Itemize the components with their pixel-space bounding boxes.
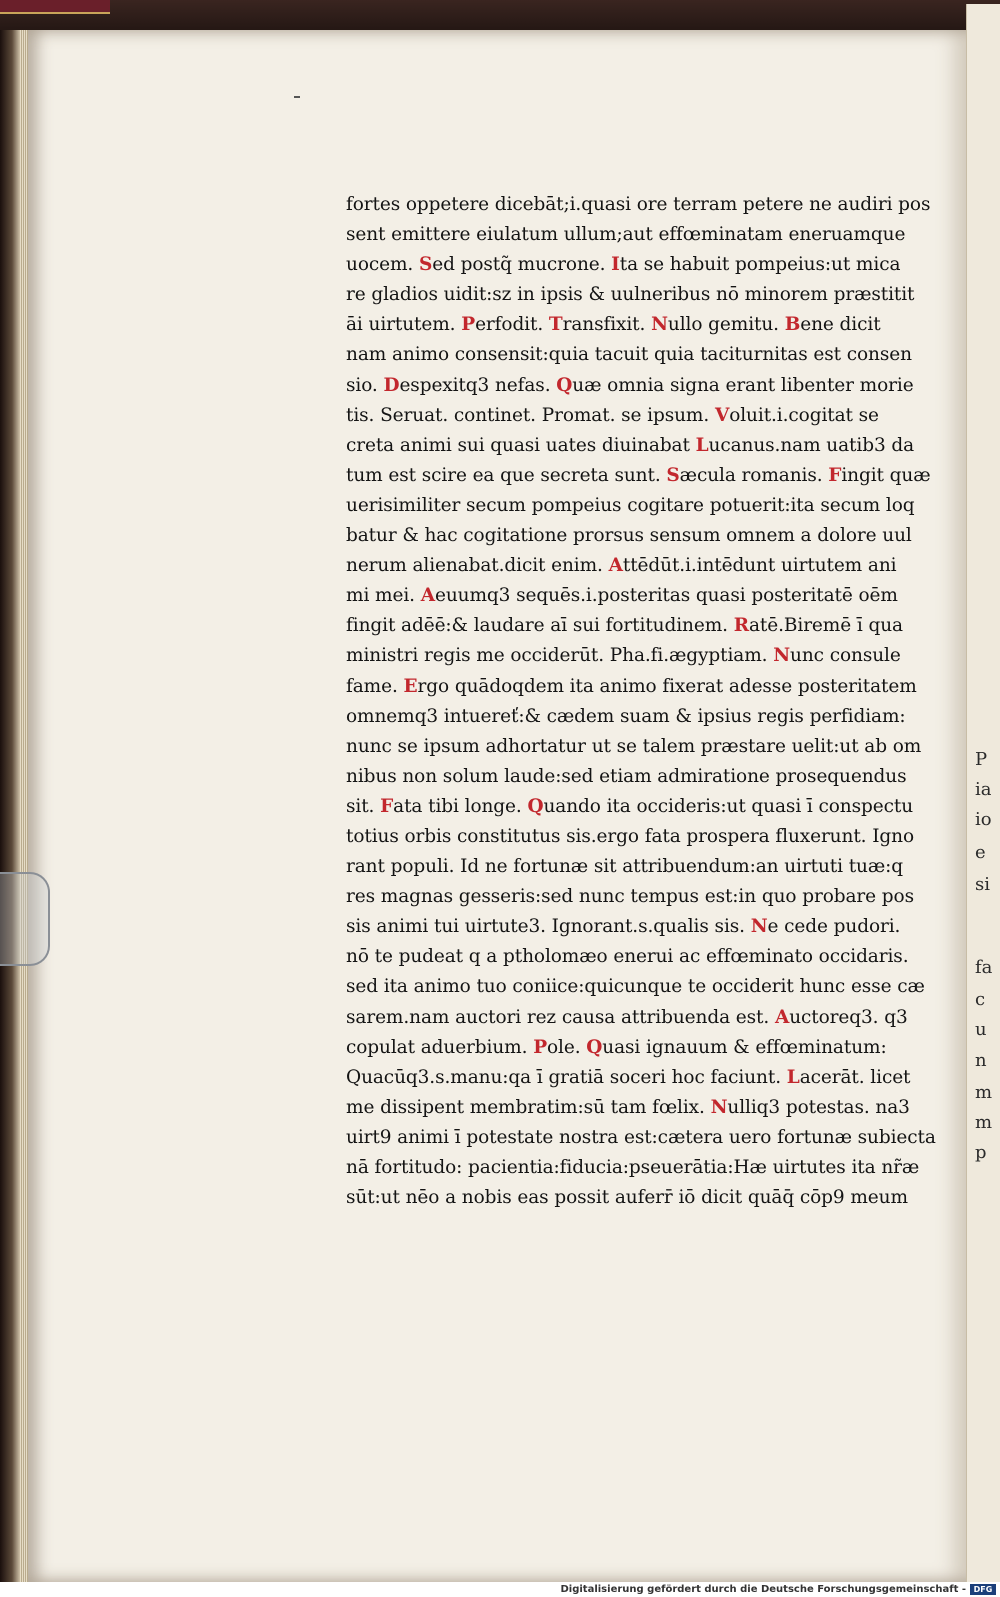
rubricated-initial: V	[714, 404, 730, 426]
text-line: fame. Ergo quādoqdem ita animo fixerat adesse posteritatem	[346, 675, 917, 697]
rubricated-initial: T	[548, 314, 563, 336]
adjacent-page-letter: fa	[975, 957, 993, 978]
rubricated-initial: E	[403, 675, 418, 697]
dfg-logo-icon: DFG	[970, 1584, 996, 1595]
text-line: sent emittere eiulatum ullum;aut effœminatam eneruamque	[346, 224, 906, 246]
manuscript-page	[28, 30, 968, 1582]
text-line: Quacūq3.s.manu:qa ī gratiā soceri hoc faciunt. Lacerāt. licet	[346, 1066, 911, 1088]
adjacent-page-letter: n	[975, 1050, 987, 1071]
text-line: uerisimiliter secum pompeius cogitare potuerit:ita secum loq	[346, 494, 915, 516]
text-line: creta animi sui quasi uates diuinabat Lucanus.nam uatib3 da	[346, 434, 915, 456]
text-line: nerum alienabat.dicit enim. Attēdūt.i.intēdunt uirtutem ani	[346, 555, 897, 577]
adjacent-page-letter: u	[975, 1019, 987, 1040]
rubricated-initial: Q	[556, 374, 573, 396]
adjacent-page-edge	[966, 4, 1000, 1582]
adjacent-page-letter: p	[975, 1142, 987, 1163]
rubricated-initial: N	[710, 1096, 728, 1118]
clasp-clip-icon	[0, 872, 50, 966]
adjacent-page-letter: e	[975, 842, 986, 863]
text-line: nā fortitudo: pacientia:fiducia:pseuerātia:Hæ uirtutes ita nr̃æ	[346, 1157, 920, 1178]
book-spine	[0, 30, 20, 1585]
text-line: uocem. Sed postq̃ mucrone. Ita se habuit pompeius:ut mica	[346, 254, 901, 276]
text-line: mi mei. Aeuumq3 sequēs.i.posteritas quasi posteritatē oēm	[346, 585, 898, 607]
text-line: fortes oppetere dicebāt;i.quasi ore terram petere ne audiri pos	[346, 194, 931, 215]
text-line: ministri regis me occiderūt. Pha.fi.ægyptiam. Nunc consule	[346, 645, 901, 667]
adjacent-page-letter: ia	[975, 779, 992, 800]
rubricated-initial: B	[784, 314, 801, 336]
adjacent-page-letter: m	[975, 1112, 993, 1133]
text-line: omnemq3 intuereť:& cædem suam & ipsius regis perfidiam:	[346, 705, 906, 727]
rubricated-initial: N	[750, 916, 768, 938]
rubricated-initial: A	[608, 555, 623, 577]
rubricated-initial: Q	[527, 795, 544, 817]
rubricated-initial: L	[786, 1066, 800, 1088]
text-line: sarem.nam auctori rez causa attribuenda est. Auctoreq3. q3	[346, 1006, 908, 1028]
rubricated-initial: F	[380, 795, 394, 817]
text-line: sit. Fata tibi longe. Quando ita occideris:ut quasi ī conspectu	[346, 795, 914, 817]
rubricated-initial: I	[611, 254, 620, 276]
rubricated-initial: S	[666, 464, 680, 486]
text-line: sio. Despexitq3 nefas. Quæ omnia signa erant libenter morie	[346, 374, 914, 396]
rubricated-initial: P	[461, 314, 476, 336]
rubricated-initial: S	[418, 254, 433, 276]
text-line: tis. Seruat. continet. Promat. se ipsum. Voluit.i.cogitat se	[346, 404, 879, 426]
text-line: sūt:ut nēo a nobis eas possit auferr̄ iō dicit quāq̄ cōp9 meum	[346, 1187, 908, 1209]
adjacent-page-letter: P	[975, 749, 988, 770]
text-line: nō te pudeat q a ptholomæo enerui ac effœminato occidaris.	[346, 946, 909, 968]
rubricated-initial: P	[533, 1036, 547, 1058]
commentary-text-block	[346, 190, 946, 1213]
text-line: nam animo consensit:quia tacuit quia taciturnitas est consen	[346, 344, 912, 366]
text-line: āi uirtutem. Perfodit. Transfixit. Nullo gemitu. Bene dicit	[346, 314, 881, 336]
text-line: uirt9 animi ī potestate nostra est:cætera uero fortunæ subiecta	[346, 1126, 936, 1148]
book-cover-ribbon	[0, 0, 110, 14]
rubricated-initial: Q	[586, 1036, 603, 1058]
text-line: res magnas gesseris:sed nunc tempus est:in quo probare pos	[346, 886, 914, 908]
text-line: re gladios uidit:sz in ipsis & uulneribus nō minorem præstitit	[346, 284, 915, 306]
text-line: me dissipent membratim:sū tam fœlix. Nulliq3 potestas. na3	[346, 1096, 910, 1118]
text-line: totius orbis constitutus sis.ergo fata prospera fluxerunt. Igno	[346, 825, 915, 847]
rubricated-initial: N	[773, 645, 791, 667]
rubricated-initial: A	[774, 1006, 790, 1028]
text-line: tum est scire ea que secreta sunt. Sæcula romanis. Fingit quæ	[346, 464, 931, 486]
text-line: rant populi. Id ne fortunæ sit attribuendum:an uirtuti tuæ:q	[346, 856, 904, 878]
text-line: copulat aduerbium. Pole. Quasi ignauum & effœminatum:	[346, 1036, 887, 1058]
funding-notice: Digitalisierung gefördert durch die Deutsche Forschungsgemeinschaft -	[560, 1584, 966, 1595]
adjacent-page-letter: c	[975, 989, 986, 1010]
rubricated-initial: R	[733, 615, 749, 637]
text-line: fingit adēē:& laudare aī sui fortitudinem. Ratē.Biremē ī qua	[346, 615, 903, 637]
adjacent-page-letter: si	[975, 874, 990, 895]
text-line: nunc se ipsum adhortatur ut se talem præstare uelit:ut ab om	[346, 735, 922, 757]
text-line: sis animi tui uirtute3. Ignorant.s.qualis sis. Ne cede pudori.	[346, 916, 901, 938]
rubricated-initial: A	[420, 585, 435, 607]
text-line: sed ita animo tuo coniice:quicunque te occiderit hunc esse cæ	[346, 976, 925, 998]
text-line: batur & hac cogitatione prorsus sensum omnem a dolore uul	[346, 525, 912, 547]
text-line: nibus non solum laude:sed etiam admiratione prosequendus	[346, 765, 907, 787]
footer-bar	[0, 1582, 1000, 1597]
adjacent-page-letter: m	[975, 1082, 993, 1103]
rubricated-initial: L	[695, 434, 709, 456]
rubricated-initial: N	[651, 314, 668, 336]
adjacent-page-letter: io	[975, 809, 992, 830]
ink-speck	[294, 96, 300, 98]
rubricated-initial: F	[828, 464, 842, 486]
rubricated-initial: D	[383, 374, 400, 396]
